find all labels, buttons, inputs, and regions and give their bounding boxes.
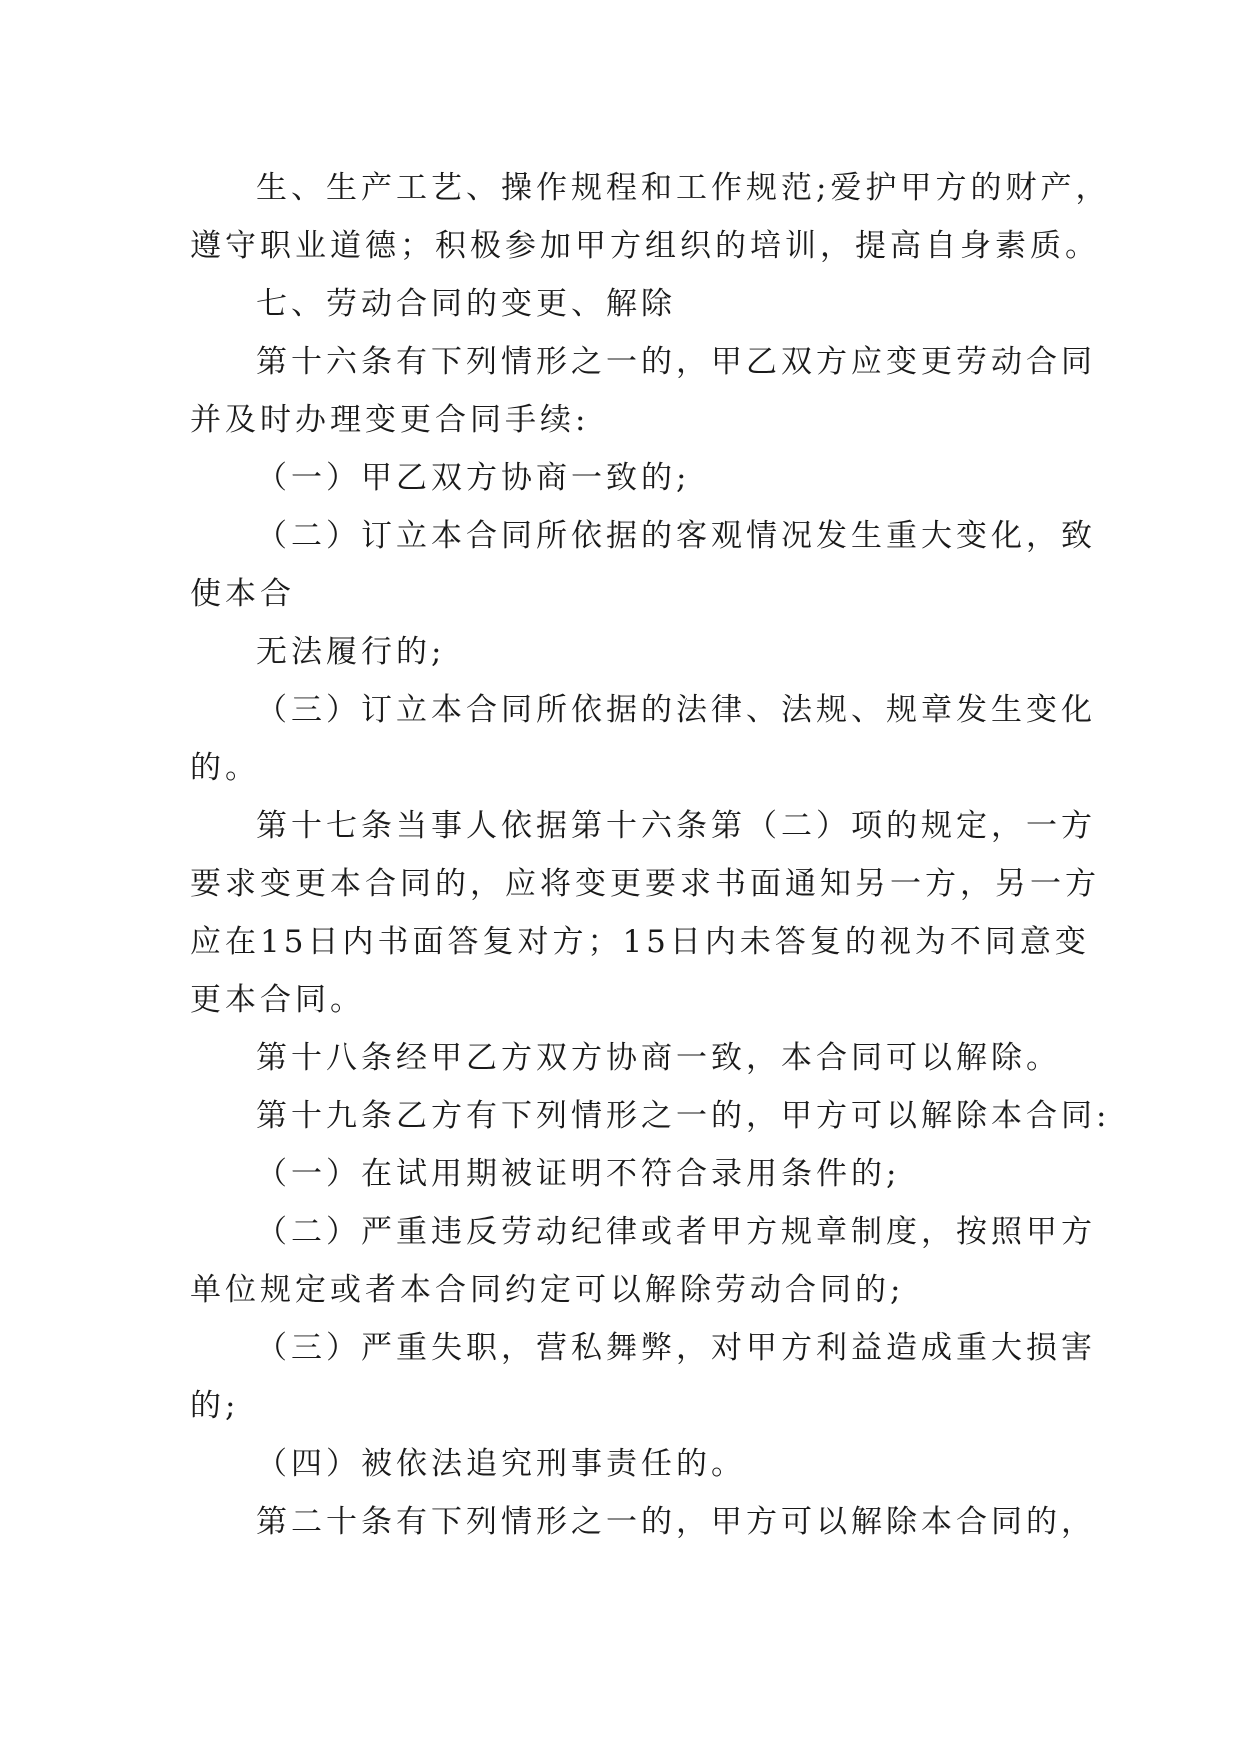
list-item: （二）订立本合同所依据的客观情况发生重大变化，致 [256,518,1096,554]
text-line: 要求变更本合同的，应将变更要求书面通知另一方，另一方 [190,866,1100,902]
article-16-line: 第十六条有下列情形之一的，甲乙双方应变更劳动合同 [256,344,1096,380]
article-19-line: 第十九条乙方有下列情形之一的，甲方可以解除本合同: [256,1098,1111,1134]
section-heading: 七、劳动合同的变更、解除 [256,286,676,322]
list-item: （三）严重失职，营私舞弊，对甲方利益造成重大损害 [256,1330,1096,1366]
article-17-line: 第十七条当事人依据第十六条第（二）项的规定，一方 [256,808,1096,844]
list-item: （一）甲乙双方协商一致的; [256,460,691,496]
text-line: 的。 [190,750,260,786]
list-item: （一）在试用期被证明不符合录用条件的; [256,1156,901,1192]
list-item: （二）严重违反劳动纪律或者甲方规章制度，按照甲方 [256,1214,1096,1250]
text-line: 使本合 [190,576,295,612]
text-line: 并及时办理变更合同手续: [190,402,590,438]
list-item: （三）订立本合同所依据的法律、法规、规章发生变化 [256,692,1096,728]
text-line: 无法履行的; [256,634,446,670]
article-18-line: 第十八条经甲乙方双方协商一致，本合同可以解除。 [256,1040,1061,1076]
list-item: （四）被依法追究刑事责任的。 [256,1446,746,1482]
text-line: 生、生产工艺、操作规程和工作规范;爱护甲方的财产， [256,170,1111,206]
text-line: 应在15日内书面答复对方；15日内未答复的视为不同意变 [190,924,1090,960]
text-line: 单位规定或者本合同约定可以解除劳动合同的; [190,1272,905,1308]
text-line: 遵守职业道德；积极参加甲方组织的培训，提高自身素质。 [190,228,1100,264]
article-20-line: 第二十条有下列情形之一的，甲方可以解除本合同的， [256,1504,1096,1540]
text-line: 的; [190,1388,240,1424]
text-line: 更本合同。 [190,982,365,1018]
